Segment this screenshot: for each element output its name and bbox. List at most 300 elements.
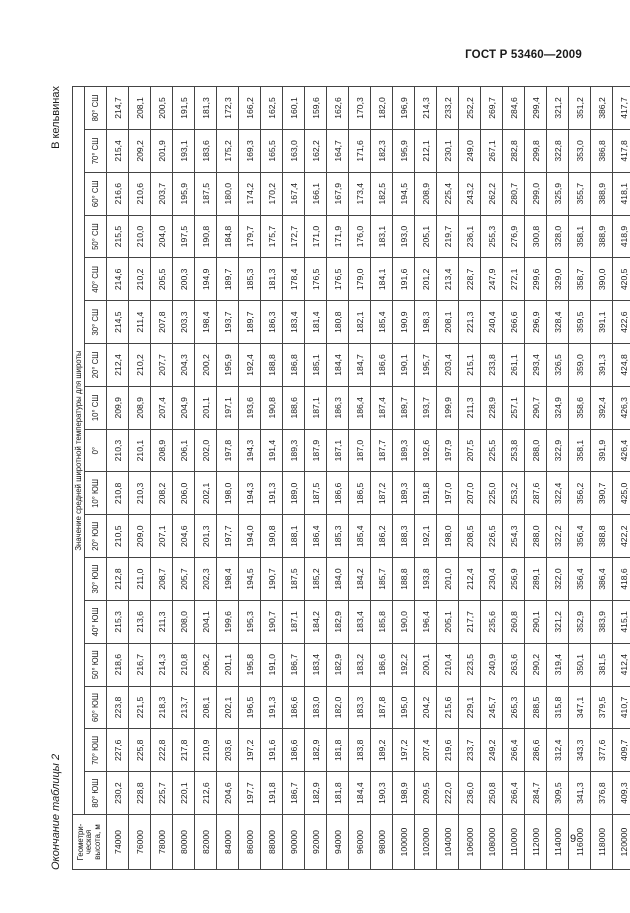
temperature-cell: 204,3 (173, 344, 195, 387)
temperature-cell: 176,0 (349, 215, 371, 258)
temperature-cell: 208,9 (151, 429, 173, 472)
temperature-cell: 182,9 (327, 600, 349, 643)
temperature-cell: 182,5 (371, 172, 393, 215)
temperature-cell: 228,8 (129, 772, 151, 815)
temperature-cell: 186,4 (349, 386, 371, 429)
temperature-cell: 169,3 (239, 130, 261, 173)
temperature-cell: 214,3 (151, 643, 173, 686)
temperature-cell: 182,0 (371, 87, 393, 130)
temperature-cell: 328,4 (547, 301, 569, 344)
temperature-cell: 351,2 (569, 87, 591, 130)
temperature-cell: 257,1 (503, 386, 525, 429)
temperature-cell: 359,5 (569, 301, 591, 344)
temperature-cell: 186,5 (349, 472, 371, 515)
temperature-cell: 186,6 (283, 686, 305, 729)
temperature-cell: 386,2 (591, 87, 613, 130)
table-header-row-group (73, 87, 85, 870)
temperature-cell: 197,1 (217, 386, 239, 429)
temperature-cell: 286,6 (525, 729, 547, 772)
temperature-cell: 412,4 (613, 643, 630, 686)
temperature-cell: 321,2 (547, 600, 569, 643)
temperature-cell: 343,3 (569, 729, 591, 772)
table-row (415, 87, 437, 870)
temperature-cell: 211,0 (129, 558, 151, 601)
rotated-table-area (46, 86, 629, 870)
temperature-cell: 197,2 (239, 729, 261, 772)
temperature-cell: 179,0 (349, 258, 371, 301)
temperature-cell: 212,4 (107, 344, 129, 387)
temperature-cell: 284,6 (503, 87, 525, 130)
document-header-title: ГОСТ Р 53460—2009 (465, 49, 582, 61)
temperature-cell: 201,1 (195, 386, 217, 429)
table-row (173, 87, 195, 870)
latitude-column-header: 60° ЮШ (85, 686, 107, 729)
temperature-cell: 228,9 (481, 386, 503, 429)
temperature-cell: 194,3 (239, 472, 261, 515)
temperature-cell: 162,2 (305, 130, 327, 173)
temperature-cell: 252,2 (459, 87, 481, 130)
temperature-cell: 322,4 (547, 472, 569, 515)
temperature-cell: 245,7 (481, 686, 503, 729)
temperature-cell: 243,2 (459, 172, 481, 215)
temperature-cell: 222,0 (437, 772, 459, 815)
temperature-cell: 262,2 (481, 172, 503, 215)
temperature-cell: 253,8 (503, 429, 525, 472)
temperature-cell: 220,1 (173, 772, 195, 815)
temperature-cell: 196,9 (393, 87, 415, 130)
altitude-cell: 84000 (217, 815, 239, 870)
temperature-cell: 181,3 (261, 258, 283, 301)
temperature-cell: 198,3 (415, 301, 437, 344)
temperature-cell: 322,8 (547, 130, 569, 173)
temperature-cell: 230,4 (481, 558, 503, 601)
temperature-cell: 350,1 (569, 643, 591, 686)
temperature-cell: 186,6 (283, 729, 305, 772)
temperature-cell: 256,9 (503, 558, 525, 601)
temperature-cell: 159,6 (305, 87, 327, 130)
temperature-cell: 171,0 (305, 215, 327, 258)
temperature-cell: 190,7 (261, 558, 283, 601)
table-row (393, 87, 415, 870)
temperature-cell: 204,9 (173, 386, 195, 429)
temperature-cell: 160,1 (283, 87, 305, 130)
temperature-cell: 208,9 (129, 386, 151, 429)
temperature-cell: 208,0 (173, 600, 195, 643)
temperature-cell: 210,8 (173, 643, 195, 686)
temperature-cell: 223,8 (107, 686, 129, 729)
temperature-cell: 386,8 (591, 130, 613, 173)
temperature-cell: 210,8 (107, 472, 129, 515)
temperature-cell: 185,4 (349, 515, 371, 558)
altitude-cell: 106000 (459, 815, 481, 870)
temperature-cell: 184,8 (217, 215, 239, 258)
temperature-cell: 219,7 (437, 215, 459, 258)
temperature-cell: 266,6 (503, 301, 525, 344)
table-row (217, 87, 239, 870)
temperature-cell: 196,5 (239, 686, 261, 729)
temperature-cell: 287,6 (525, 472, 547, 515)
temperature-cell: 195,8 (239, 643, 261, 686)
latitude-column-header: 30° СШ (85, 301, 107, 344)
temperature-cell: 185,7 (371, 558, 393, 601)
latitude-column-header: 70° СШ (85, 130, 107, 173)
temperature-cell: 322,2 (547, 515, 569, 558)
temperature-cell: 263,6 (503, 643, 525, 686)
temperature-cell: 184,7 (349, 344, 371, 387)
temperature-cell: 249,0 (459, 130, 481, 173)
temperature-cell: 324,9 (547, 386, 569, 429)
table-row (261, 87, 283, 870)
temperature-cell: 192,6 (415, 429, 437, 472)
temperature-cell: 189,7 (393, 386, 415, 429)
latitude-column-header: 60° СШ (85, 172, 107, 215)
temperature-cell: 185,3 (327, 515, 349, 558)
altitude-cell: 112000 (525, 815, 547, 870)
altitude-cell: 90000 (283, 815, 305, 870)
temperature-cell: 170,2 (261, 172, 283, 215)
temperature-cell: 203,3 (173, 301, 195, 344)
temperature-cell: 202,1 (195, 472, 217, 515)
temperature-cell: 186,7 (283, 772, 305, 815)
temperature-cell: 359,0 (569, 344, 591, 387)
temperature-cell: 293,4 (525, 344, 547, 387)
temperature-cell: 206,0 (173, 472, 195, 515)
table-row (437, 87, 459, 870)
temperature-cell: 215,4 (107, 130, 129, 173)
temperature-cell: 185,4 (371, 301, 393, 344)
temperature-cell: 181,8 (327, 729, 349, 772)
temperature-cell: 426,4 (613, 429, 630, 472)
temperature-cell: 190,8 (261, 386, 283, 429)
temperature-cell: 353,0 (569, 130, 591, 173)
temperature-cell: 216,7 (129, 643, 151, 686)
table-row (591, 87, 613, 870)
temperature-cell: 288,0 (525, 429, 547, 472)
temperature-cell: 211,3 (151, 600, 173, 643)
temperature-cell: 390,0 (591, 258, 613, 301)
table-row (459, 87, 481, 870)
temperature-cell: 358,7 (569, 258, 591, 301)
temperature-cell: 225,4 (437, 172, 459, 215)
temperature-cell: 210,9 (195, 729, 217, 772)
temperature-cell: 254,3 (503, 515, 525, 558)
temperature-cell: 198,0 (437, 515, 459, 558)
temperature-cell: 420,5 (613, 258, 630, 301)
temperature-cell: 193,7 (415, 386, 437, 429)
temperature-cell: 193,8 (415, 558, 437, 601)
temperature-cell: 182,1 (349, 301, 371, 344)
temperature-cell: 186,3 (261, 301, 283, 344)
temperature-cell: 214,6 (107, 258, 129, 301)
temperature-cell: 183,2 (349, 643, 371, 686)
table-row (305, 87, 327, 870)
temperature-cell: 233,8 (481, 344, 503, 387)
table-row (613, 87, 630, 870)
altitude-cell: 76000 (129, 815, 151, 870)
temperature-cell: 172,7 (283, 215, 305, 258)
temperature-cell: 219,6 (437, 729, 459, 772)
temperature-cell: 197,2 (393, 729, 415, 772)
temperature-cell: 290,1 (525, 600, 547, 643)
latitude-column-header: 50° ЮШ (85, 643, 107, 686)
temperature-cell: 194,9 (195, 258, 217, 301)
temperature-cell: 171,9 (327, 215, 349, 258)
temperature-cell: 181,4 (305, 301, 327, 344)
temperature-cell: 418,9 (613, 215, 630, 258)
temperature-cell: 185,2 (305, 558, 327, 601)
temperature-cell: 290,2 (525, 643, 547, 686)
temperature-cell: 203,6 (217, 729, 239, 772)
temperature-cell: 325,9 (547, 172, 569, 215)
latitude-column-header: 40° СШ (85, 258, 107, 301)
temperature-cell: 379,5 (591, 686, 613, 729)
temperature-cell: 184,4 (327, 344, 349, 387)
table-body (107, 87, 630, 870)
temperature-cell: 183,6 (195, 130, 217, 173)
temperature-cell: 191,3 (261, 686, 283, 729)
temperature-cell: 284,7 (525, 772, 547, 815)
temperature-cell: 267,1 (481, 130, 503, 173)
table-row (195, 87, 217, 870)
table-row (107, 87, 129, 870)
temperature-cell: 236,0 (459, 772, 481, 815)
temperature-cell: 417,7 (613, 87, 630, 130)
temperature-cell: 391,3 (591, 344, 613, 387)
temperature-cell: 229,1 (459, 686, 481, 729)
temperature-cell: 204,0 (151, 215, 173, 258)
temperature-cell: 162,5 (261, 87, 283, 130)
temperature-cell: 202,3 (195, 558, 217, 601)
temperature-cell: 190,7 (261, 600, 283, 643)
temperature-cell: 165,5 (261, 130, 283, 173)
temperature-cell: 299,8 (525, 130, 547, 173)
temperature-cell: 181,3 (195, 87, 217, 130)
latitude-group-header: Значение средней широтной температуры для широты (73, 87, 85, 815)
temperature-cell: 174,2 (239, 172, 261, 215)
temperature-cell: 329,0 (547, 258, 569, 301)
temperature-cell: 215,1 (459, 344, 481, 387)
table-caption-continuation: Окончание таблицы 2 (50, 753, 62, 870)
temperature-cell: 210,3 (107, 429, 129, 472)
temperature-cell: 410,7 (613, 686, 630, 729)
temperature-cell: 415,1 (613, 600, 630, 643)
temperature-cell: 321,2 (547, 87, 569, 130)
temperature-cell: 322,0 (547, 558, 569, 601)
temperature-cell: 191,8 (261, 772, 283, 815)
temperature-cell: 207,4 (151, 386, 173, 429)
temperature-cell: 201,0 (437, 558, 459, 601)
temperature-cell: 212,6 (195, 772, 217, 815)
temperature-cell: 210,2 (129, 258, 151, 301)
temperature-cell: 204,2 (415, 686, 437, 729)
temperature-cell: 191,6 (393, 258, 415, 301)
temperature-cell: 187,8 (371, 686, 393, 729)
temperature-cell: 195,0 (393, 686, 415, 729)
temperature-cell: 185,3 (239, 258, 261, 301)
temperature-cell: 201,9 (151, 130, 173, 173)
temperature-cell: 199,6 (217, 600, 239, 643)
temperature-cell: 235,6 (481, 600, 503, 643)
temperature-cell: 178,4 (283, 258, 305, 301)
temperature-cell: 192,2 (393, 643, 415, 686)
temperature-cell: 194,5 (239, 558, 261, 601)
temperature-cell: 191,0 (261, 643, 283, 686)
temperature-cell: 181,8 (327, 772, 349, 815)
table-row (371, 87, 393, 870)
temperature-cell: 188,1 (283, 515, 305, 558)
temperature-cell: 187,1 (283, 600, 305, 643)
temperature-cell: 426,3 (613, 386, 630, 429)
temperature-cell: 191,5 (173, 87, 195, 130)
temperature-cell: 196,4 (415, 600, 437, 643)
temperature-cell: 225,8 (129, 729, 151, 772)
temperature-cell: 167,4 (283, 172, 305, 215)
altitude-cell: 104000 (437, 815, 459, 870)
temperature-cell: 197,5 (173, 215, 195, 258)
table-row (327, 87, 349, 870)
temperature-cell: 203,7 (151, 172, 173, 215)
altitude-cell: 92000 (305, 815, 327, 870)
temperature-cell: 214,7 (107, 87, 129, 130)
altitude-cell: 96000 (349, 815, 371, 870)
temperature-cell: 290,7 (525, 386, 547, 429)
temperature-cell: 198,9 (393, 772, 415, 815)
temperature-cell: 356,4 (569, 558, 591, 601)
temperature-cell: 185,1 (305, 344, 327, 387)
temperature-cell: 210,6 (129, 172, 151, 215)
temperature-cell: 247,9 (481, 258, 503, 301)
latitude-column-header: 70° ЮШ (85, 729, 107, 772)
temperature-cell: 299,6 (525, 258, 547, 301)
temperature-cell: 189,7 (217, 258, 239, 301)
temperature-cell: 233,7 (459, 729, 481, 772)
temperature-cell: 207,7 (151, 344, 173, 387)
altitude-cell: 78000 (151, 815, 173, 870)
temperature-cell: 187,7 (371, 429, 393, 472)
temperature-cell: 188,3 (393, 515, 415, 558)
temperature-cell: 209,5 (415, 772, 437, 815)
temperature-cell: 195,9 (217, 344, 239, 387)
temperature-cell: 355,7 (569, 172, 591, 215)
temperature-cell: 213,4 (437, 258, 459, 301)
temperature-cell: 205,5 (151, 258, 173, 301)
table-header-row-columns (85, 87, 107, 870)
table-row (503, 87, 525, 870)
temperature-cell: 212,8 (107, 558, 129, 601)
temperature-cell: 253,2 (503, 472, 525, 515)
temperature-cell: 391,1 (591, 301, 613, 344)
temperature-cell: 207,1 (151, 515, 173, 558)
temperature-cell: 186,6 (327, 472, 349, 515)
temperature-cell: 312,4 (547, 729, 569, 772)
temperature-cell: 184,2 (305, 600, 327, 643)
temperature-cell: 207,4 (415, 729, 437, 772)
temperature-cell: 197,8 (217, 429, 239, 472)
temperature-cell: 193,1 (173, 130, 195, 173)
temperature-cell: 179,7 (239, 215, 261, 258)
temperature-cell: 189,7 (239, 301, 261, 344)
temperature-cell: 200,5 (151, 87, 173, 130)
temperature-cell: 217,7 (459, 600, 481, 643)
table-row (569, 87, 591, 870)
temperature-cell: 208,1 (437, 301, 459, 344)
temperature-cell: 211,3 (459, 386, 481, 429)
temperature-cell: 240,9 (481, 643, 503, 686)
temperature-cell: 424,8 (613, 344, 630, 387)
temperature-cell: 194,5 (393, 172, 415, 215)
altitude-cell: 74000 (107, 815, 129, 870)
temperature-cell: 195,9 (393, 130, 415, 173)
temperature-cell: 215,6 (437, 686, 459, 729)
temperature-cell: 208,1 (195, 686, 217, 729)
temperature-cell: 189,0 (283, 472, 305, 515)
temperature-cell: 236,1 (459, 215, 481, 258)
temperature-cell: 358,1 (569, 429, 591, 472)
temperature-cell: 197,9 (437, 429, 459, 472)
temperature-cell: 214,5 (107, 301, 129, 344)
temperature-cell: 183,4 (283, 301, 305, 344)
temperature-cell: 199,9 (437, 386, 459, 429)
temperature-cell: 197,7 (239, 772, 261, 815)
temperature-cell: 190,3 (371, 772, 393, 815)
temperature-cell: 392,4 (591, 386, 613, 429)
temperature-cell: 210,2 (129, 344, 151, 387)
temperature-cell: 255,3 (481, 215, 503, 258)
temperature-cell: 186,7 (283, 643, 305, 686)
temperature-cell: 191,6 (261, 729, 283, 772)
temperature-cell: 207,8 (151, 301, 173, 344)
temperature-cell: 309,5 (547, 772, 569, 815)
temperature-cell: 383,9 (591, 600, 613, 643)
temperature-cell: 216,6 (107, 172, 129, 215)
temperature-cell: 195,7 (415, 344, 437, 387)
temperature-cell: 175,7 (261, 215, 283, 258)
temperature-cell: 272,1 (503, 258, 525, 301)
altitude-cell: 102000 (415, 815, 437, 870)
table-row (481, 87, 503, 870)
temperature-cell: 418,6 (613, 558, 630, 601)
temperature-cell: 299,4 (525, 87, 547, 130)
temperature-cell: 182,0 (327, 686, 349, 729)
temperature-cell: 187,9 (305, 429, 327, 472)
temperature-cell: 269,7 (481, 87, 503, 130)
temperature-cell: 209,9 (107, 386, 129, 429)
temperature-cell: 201,2 (415, 258, 437, 301)
temperature-cell: 164,7 (327, 130, 349, 173)
temperature-cell: 227,6 (107, 729, 129, 772)
temperature-cell: 249,2 (481, 729, 503, 772)
latitude-column-header: 0° (85, 429, 107, 472)
temperature-cell: 422,6 (613, 301, 630, 344)
temperature-cell: 230,1 (437, 130, 459, 173)
temperature-cell: 391,9 (591, 429, 613, 472)
temperature-cell: 197,0 (437, 472, 459, 515)
altitude-cell: 118000 (591, 815, 613, 870)
temperature-cell: 187,4 (371, 386, 393, 429)
temperature-cell: 265,3 (503, 686, 525, 729)
table-row (349, 87, 371, 870)
temperature-cell: 230,2 (107, 772, 129, 815)
temperature-cell: 214,3 (415, 87, 437, 130)
temperature-cell: 201,3 (195, 515, 217, 558)
temperature-cell: 204,6 (217, 772, 239, 815)
temperature-cell: 328,0 (547, 215, 569, 258)
temperature-cell: 204,6 (173, 515, 195, 558)
latitude-column-header: 20° ЮШ (85, 515, 107, 558)
temperature-cell: 184,1 (371, 258, 393, 301)
table-row (151, 87, 173, 870)
altitude-cell: 114000 (547, 815, 569, 870)
